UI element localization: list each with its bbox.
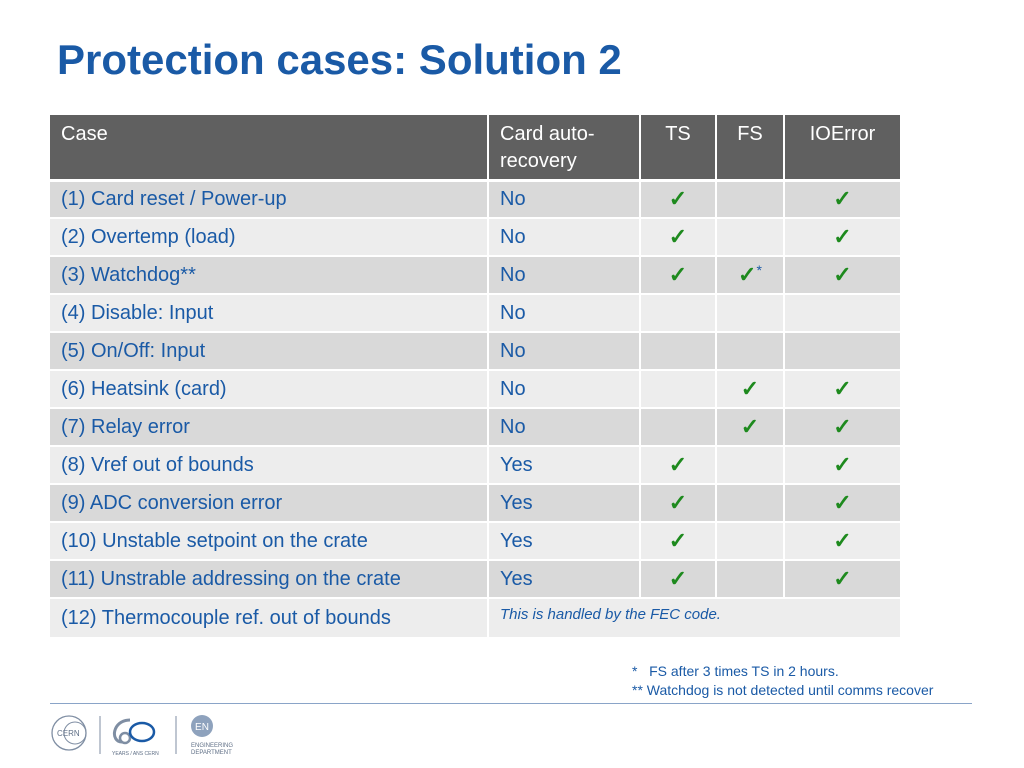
- footnotes: [632, 662, 933, 700]
- ioerror-check-icon: ✓: [784, 522, 901, 560]
- auto-recovery-cell: Yes: [488, 560, 640, 598]
- auto-recovery-cell: No: [488, 180, 640, 218]
- cern-60-years-logo: [112, 720, 159, 757]
- en-department-logo: [191, 715, 233, 756]
- ts-check-icon: [640, 332, 716, 370]
- header-ts: TS: [640, 115, 716, 180]
- table-row: [50, 218, 901, 256]
- table-row: [50, 408, 901, 446]
- auto-recovery-cell: Yes: [488, 446, 640, 484]
- auto-recovery-cell: No: [488, 370, 640, 408]
- table-header-row: [50, 115, 901, 180]
- case-cell: (12) Thermocouple ref. out of bounds: [50, 598, 488, 638]
- auto-recovery-cell: No: [488, 294, 640, 332]
- fec-note-cell: This is handled by the FEC code.: [488, 598, 901, 638]
- fs-cell: [716, 218, 784, 256]
- footnote-fs: * FS after 3 times TS in 2 hours.: [632, 663, 839, 679]
- case-cell: (10) Unstable setpoint on the crate: [50, 522, 488, 560]
- table-row: [50, 370, 901, 408]
- table-row: [50, 560, 901, 598]
- ioerror-check-icon: ✓: [784, 560, 901, 598]
- ts-check-icon: [640, 294, 716, 332]
- case-cell: (5) On/Off: Input: [50, 332, 488, 370]
- ioerror-check-icon: ✓: [784, 180, 901, 218]
- fs-check-icon: ✓: [738, 262, 757, 287]
- en-badge-text: EN: [195, 722, 209, 733]
- ioerror-check-icon: ✓: [784, 484, 901, 522]
- ts-check-icon: ✓: [640, 522, 716, 560]
- ioerror-check-icon: ✓: [784, 218, 901, 256]
- footnote-watchdog: ** Watchdog is not detected until comms recover: [632, 682, 934, 698]
- table-row: [50, 180, 901, 218]
- table-row: [50, 522, 901, 560]
- anniversary-text: YEARS / ANS CERN: [112, 751, 159, 757]
- fs-cell: [716, 294, 784, 332]
- header-card-auto-recovery: Card auto-recovery: [488, 115, 640, 180]
- table-row: [50, 256, 901, 294]
- case-cell: (3) Watchdog**: [50, 256, 488, 294]
- auto-recovery-cell: No: [488, 256, 640, 294]
- header-case: Case: [50, 115, 488, 180]
- ts-check-icon: ✓: [640, 180, 716, 218]
- fs-cell: [716, 408, 784, 446]
- header-fs: FS: [716, 115, 784, 180]
- fs-check-icon: ✓: [740, 376, 760, 401]
- fs-cell: [716, 484, 784, 522]
- auto-recovery-cell: Yes: [488, 484, 640, 522]
- auto-recovery-cell: No: [488, 218, 640, 256]
- department-line-2: DEPARTMENT: [191, 750, 232, 756]
- ioerror-check-icon: ✓: [784, 446, 901, 484]
- ts-check-icon: ✓: [640, 446, 716, 484]
- ts-check-icon: ✓: [640, 560, 716, 598]
- footer-logos: [50, 712, 250, 758]
- fs-cell: [716, 332, 784, 370]
- fs-cell: [716, 522, 784, 560]
- table-row: [50, 294, 901, 332]
- ioerror-check-icon: ✓: [784, 370, 901, 408]
- case-cell: (7) Relay error: [50, 408, 488, 446]
- table-row: [50, 446, 901, 484]
- auto-recovery-cell: No: [488, 332, 640, 370]
- auto-recovery-cell: No: [488, 408, 640, 446]
- ioerror-check-icon: ✓: [784, 256, 901, 294]
- department-line-1: ENGINEERING: [191, 743, 234, 749]
- fs-footnote-marker: *: [756, 262, 762, 278]
- ts-check-icon: ✓: [640, 484, 716, 522]
- fs-cell: [716, 560, 784, 598]
- header-ioerror: IOError: [784, 115, 901, 180]
- footer-divider: [50, 703, 972, 704]
- case-cell: (4) Disable: Input: [50, 294, 488, 332]
- case-cell: (1) Card reset / Power-up: [50, 180, 488, 218]
- table-row: [50, 484, 901, 522]
- case-cell: (8) Vref out of bounds: [50, 446, 488, 484]
- auto-recovery-cell: Yes: [488, 522, 640, 560]
- fs-cell: [716, 180, 784, 218]
- ioerror-check-icon: [784, 294, 901, 332]
- protection-cases-table: [50, 115, 902, 639]
- fs-cell: [716, 370, 784, 408]
- ts-check-icon: [640, 370, 716, 408]
- slide-title: Protection cases: Solution 2: [57, 36, 622, 83]
- ts-check-icon: [640, 408, 716, 446]
- cern-logo: [52, 716, 86, 750]
- ioerror-check-icon: [784, 332, 901, 370]
- ts-check-icon: ✓: [640, 256, 716, 294]
- fs-cell: [716, 256, 784, 294]
- ts-check-icon: ✓: [640, 218, 716, 256]
- case-cell: (9) ADC conversion error: [50, 484, 488, 522]
- fs-check-icon: ✓: [740, 414, 760, 439]
- ioerror-check-icon: ✓: [784, 408, 901, 446]
- case-cell: (11) Unstrable addressing on the crate: [50, 560, 488, 598]
- table-row: [50, 332, 901, 370]
- case-cell: (6) Heatsink (card): [50, 370, 488, 408]
- case-cell: (2) Overtemp (load): [50, 218, 488, 256]
- cern-logo-text: CERN: [57, 729, 80, 738]
- fs-cell: [716, 446, 784, 484]
- table-row: [50, 598, 901, 638]
